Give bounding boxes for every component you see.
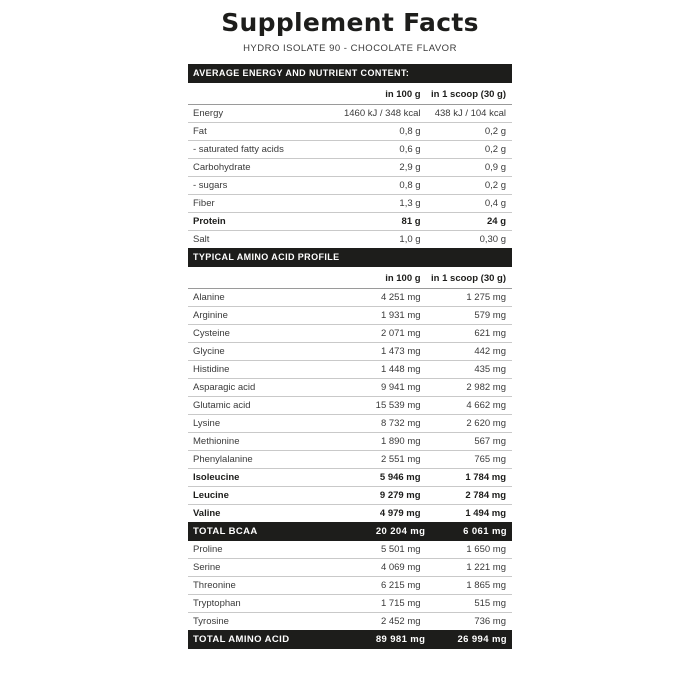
table-row: Histidine 1 448 mg 435 mg [188, 361, 512, 379]
table-row: Energy 1460 kJ / 348 kcal 438 kJ / 104 kcal [188, 105, 512, 123]
nutrient-table [188, 83, 512, 248]
total-bcaa-per100: 20 204 mg [375, 526, 426, 537]
table-row: Methionine 1 890 mg 567 mg [188, 433, 512, 451]
amino-col-scoop: in 1 scoop (30 g) [425, 267, 512, 289]
table-row: Asparagic acid 9 941 mg 2 982 mg [188, 379, 512, 397]
table-row: Salt 1,0 g 0,30 g [193, 234, 506, 245]
table-row: Threonine 6 215 mg 1 865 mg [188, 577, 512, 595]
total-bcaa-table [193, 526, 508, 537]
nutrient-table-header-row [188, 83, 512, 105]
table-row: Serine 4 069 mg 1 221 mg [188, 559, 512, 577]
total-amino-per100: 89 981 mg [375, 634, 426, 645]
table-row: - sugars 0,8 g 0,2 g [188, 177, 512, 195]
table-row: Fiber 1,3 g 0,4 g [188, 195, 512, 213]
table-row: Valine 4 979 mg 1 494 mg [193, 508, 506, 519]
table-row: Glutamic acid 15 539 mg 4 662 mg [188, 397, 512, 415]
table-row: Leucine 9 279 mg 2 784 mg [188, 487, 512, 505]
total-amino-label: TOTAL AMINO ACID [193, 634, 290, 645]
table-row: Fat 0,8 g 0,2 g [188, 123, 512, 141]
table-row: Alanine 4 251 mg 1 275 mg [188, 289, 512, 307]
table-row: Carbohydrate 2,9 g 0,9 g [188, 159, 512, 177]
total-bcaa-bar [188, 522, 512, 541]
total-amino-acid-table [193, 634, 508, 645]
nutrient-col-name [188, 83, 327, 105]
table-row: - saturated fatty acids 0,6 g 0,2 g [188, 141, 512, 159]
table-row: Arginine 1 931 mg 579 mg [188, 307, 512, 325]
page-title: Supplement Facts [221, 8, 479, 37]
table-row: Protein 81 g 24 g [188, 213, 512, 231]
total-amino-acid-bar [188, 630, 512, 649]
table-row: Phenylalanine 2 551 mg 765 mg [188, 451, 512, 469]
table-row: Tryptophan 1 715 mg 515 mg [188, 595, 512, 613]
table-row: Proline 5 501 mg 1 650 mg [188, 541, 512, 559]
product-subtitle: HYDRO ISOLATE 90 - CHOCOLATE FLAVOR [243, 43, 457, 54]
total-bcaa-label: TOTAL BCAA [193, 526, 258, 537]
nutrient-section-header: AVERAGE ENERGY AND NUTRIENT CONTENT: [188, 64, 512, 83]
amino-acid-table [188, 267, 512, 522]
table-row: Tyrosine 2 452 mg 736 mg [193, 616, 506, 627]
table-row: Cysteine 2 071 mg 621 mg [188, 325, 512, 343]
amino-col-per100: in 100 g [327, 267, 424, 289]
table-row: Isoleucine 5 946 mg 1 784 mg [188, 469, 512, 487]
amino-section-header: TYPICAL AMINO ACID PROFILE [188, 248, 512, 267]
total-amino-scoop: 26 994 mg [457, 634, 507, 645]
nutrient-col-scoop: in 1 scoop (30 g) [425, 83, 512, 105]
amino-table-header-row [188, 267, 512, 289]
nutrient-col-per100: in 100 g [327, 83, 424, 105]
table-row: Glycine 1 473 mg 442 mg [188, 343, 512, 361]
supplement-facts-panel [188, 0, 512, 649]
table-row: Lysine 8 732 mg 2 620 mg [188, 415, 512, 433]
amino-col-name [188, 267, 327, 289]
amino-acid-table-continued [188, 541, 512, 630]
total-bcaa-scoop: 6 061 mg [463, 526, 507, 537]
